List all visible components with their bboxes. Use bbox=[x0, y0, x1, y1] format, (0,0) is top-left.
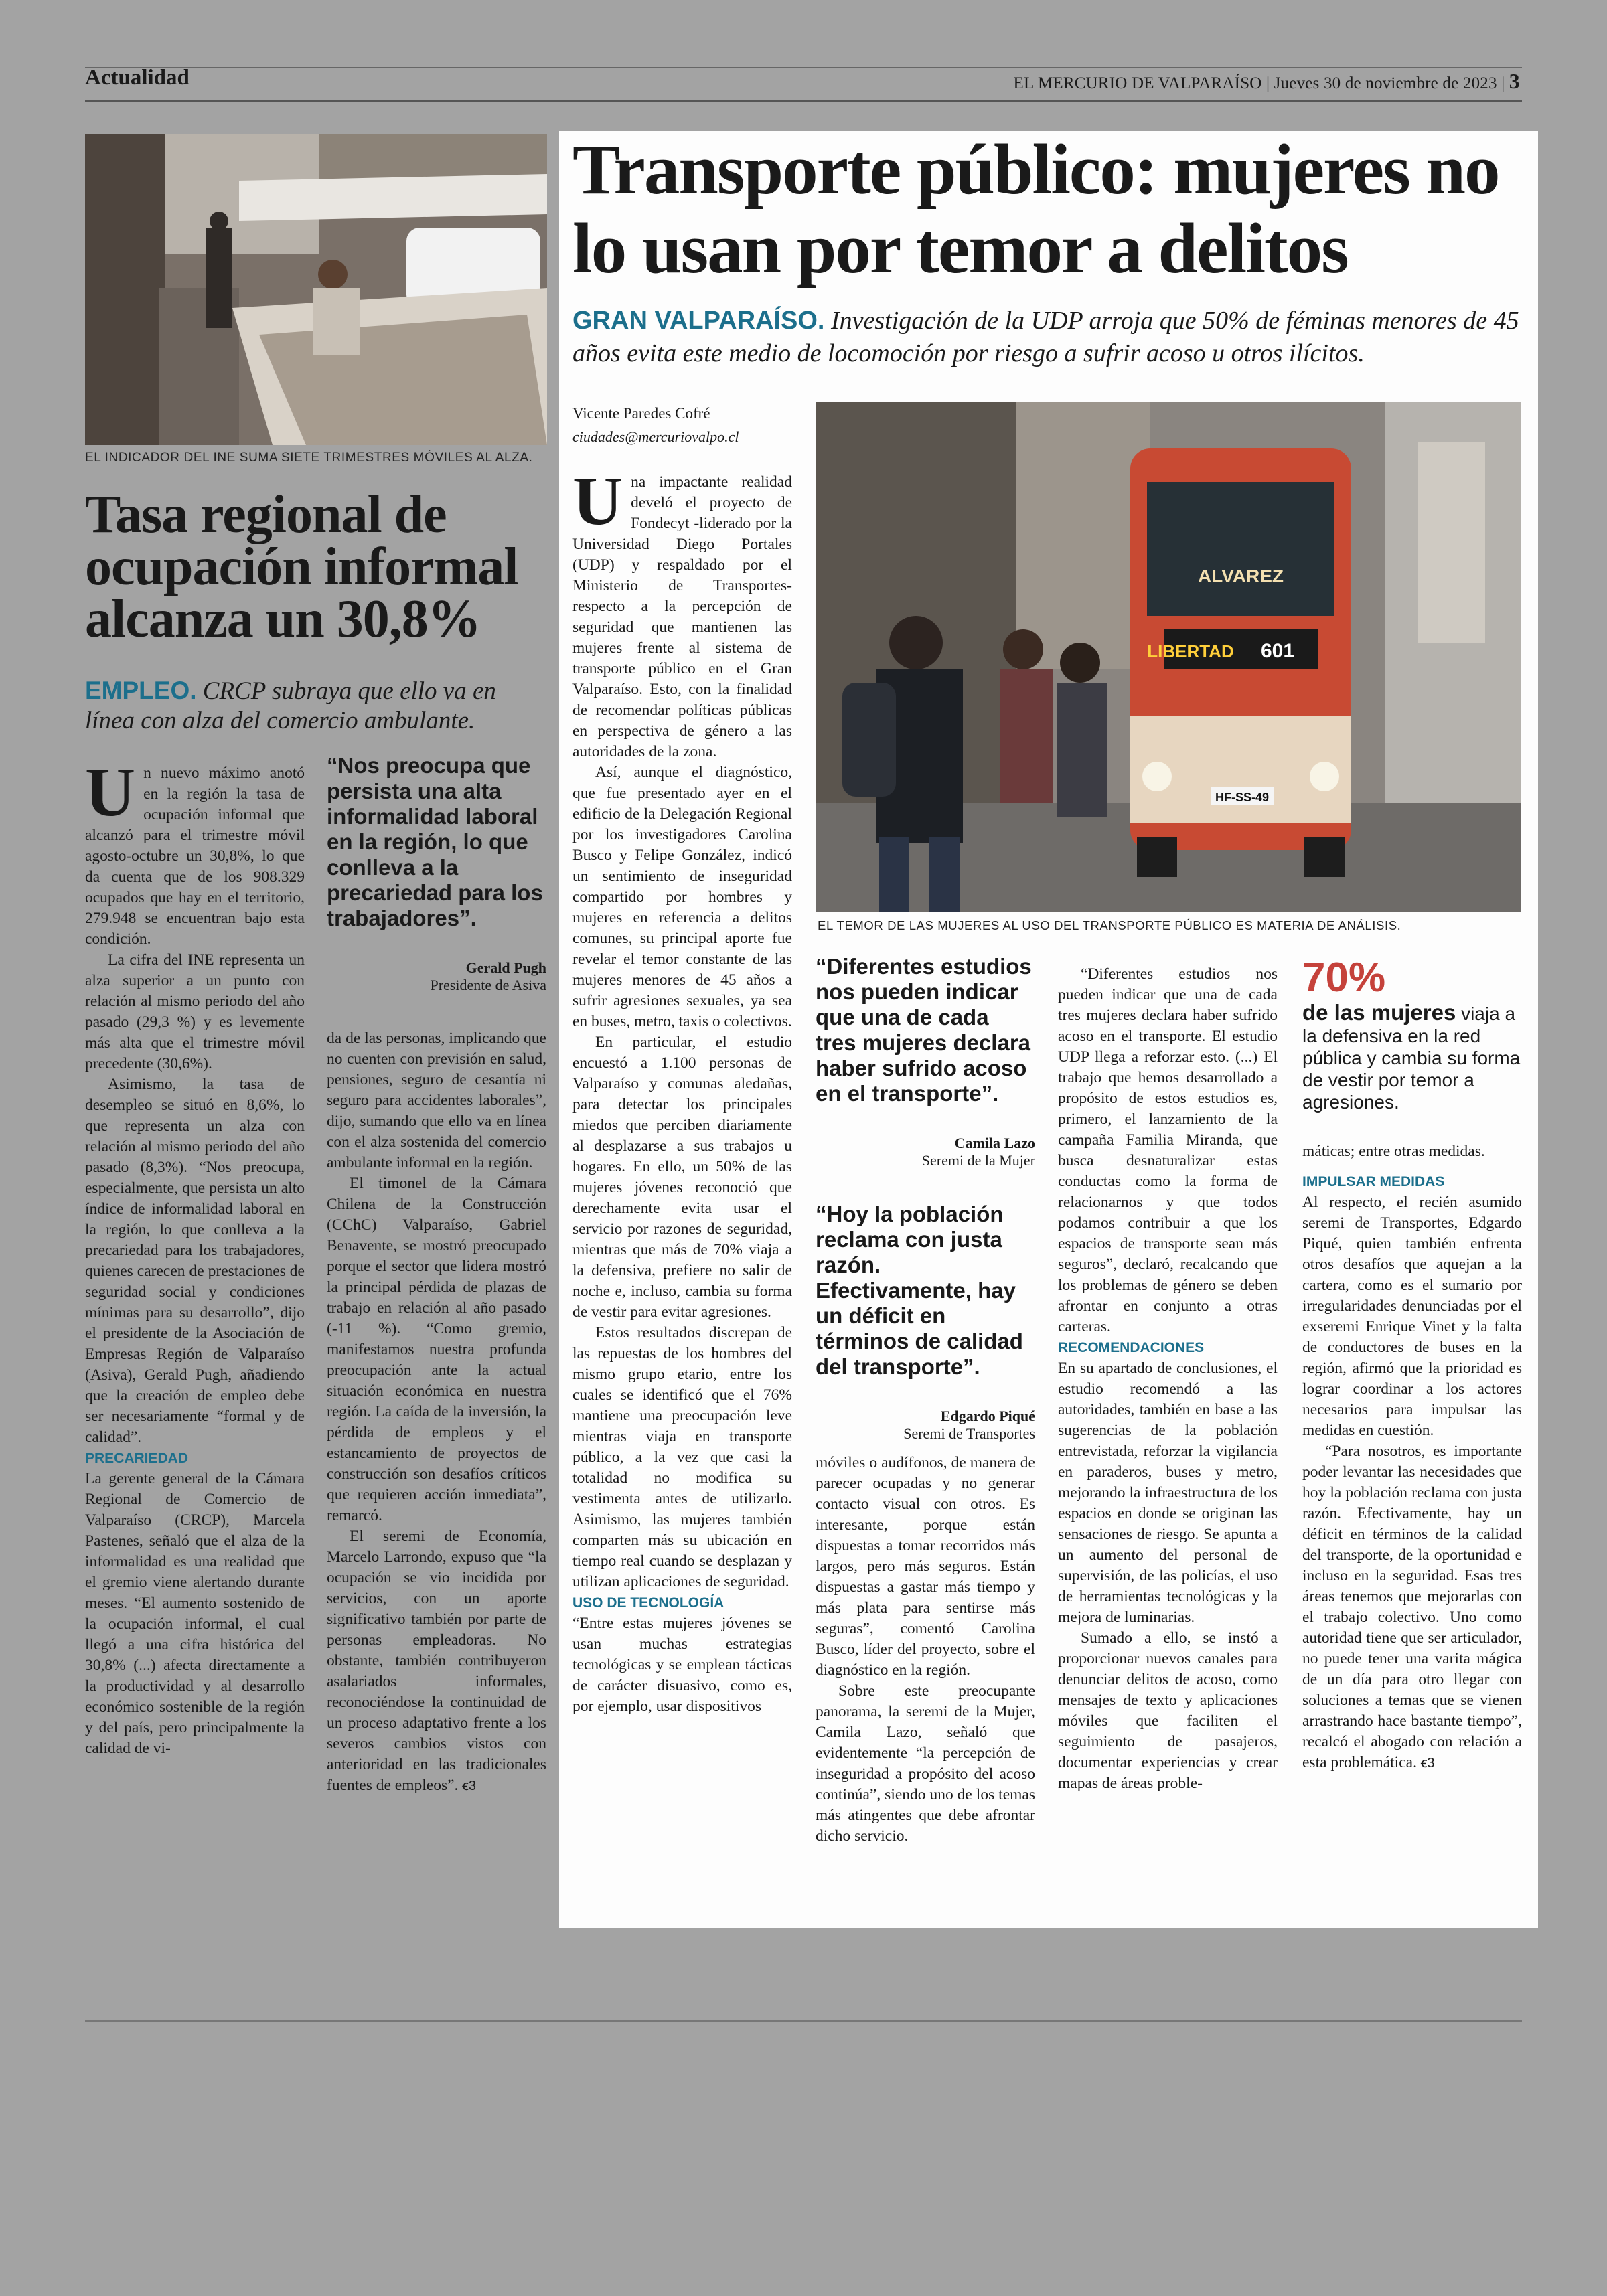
main-column-4 bbox=[1302, 1141, 1522, 1774]
main-col1-p4: Estos resultados discrepan de las repuestas de los hombres del mismo grupo etario, entre los cuales se identificó que el 76% mantiene una preocupación leve mientras viaja en transporte público, a la vez que casi la totalidad no modifica su vestimenta antes de utilizarlo. Asimismo, las mujeres también comparten más su ubicación en tiempo real cuando se desplazan y utilizan aplicaciones de seguridad. bbox=[572, 1324, 792, 1590]
main-deck bbox=[572, 305, 1523, 370]
main-col3-p1: “Diferentes estudios nos pueden indicar que una de cada tres mujeres declara haber sufrido acoso en el transporte. El estudio UDP llega a reforzar esto. (...) El trabajo que hemos desarrollado a propósito de estos estudios es, primero, el lanzamiento de la campaña Familia Miranda, que busca desnaturalizar estas conductas como la forma de relacionarnos y que todos podamos contribuir a que los espacios de transporte sean más seguros”, declaró, recalcando que los problemas de género se deben afrontar en conjunto a otras carteras. bbox=[1058, 965, 1278, 1335]
left-column-1 bbox=[85, 754, 305, 1759]
left-col1-p3: Asimismo, la tasa de desempleo se situó en 8,6%, lo que representa un alza con relación al mismo periodo del año pasado (8,3%). “Nos preocupa, especialmente, que persista un alto índice de informalidad laboral en la región, lo que conlleva a la precariedad para los trabajadores, quienes carecen de prestaciones de seguridad social y condiciones mínimas para su desarrollo”, dijo el presidente de la Asociación de Empresas Región de Valparaíso (Asiva), Gerald Pugh, añadiendo que la creación de empleo debe ser necesariamente “formal y de calidad”. bbox=[85, 1076, 305, 1446]
left-kicker: EMPLEO. bbox=[85, 677, 197, 704]
bus-line-sign: LIBERTAD bbox=[1147, 641, 1234, 661]
main-subhead-tech: USO DE TECNOLOGÍA bbox=[572, 1595, 724, 1611]
stat-bold: de las mujeres bbox=[1302, 1000, 1456, 1025]
issue-date: Jueves 30 de noviembre de 2023 bbox=[1274, 74, 1497, 92]
bus-photo bbox=[816, 402, 1521, 912]
left-col1-p1: Un nuevo máximo anotó en la región la tasa de ocupación informal que alcanzó para el trimestre móvil agosto-octubre un 30,8%, lo que da cuenta que de los 908.329 ocupados que hay en el territorio, 279.948 se encuentran bajo esta condición. bbox=[85, 754, 305, 948]
market-photo-illustration bbox=[85, 134, 547, 445]
main-quote1-text: “Diferentes estudios nos pueden indicar que una de cada tres mujeres declara haber sufrido acoso en el transporte”. bbox=[816, 954, 1032, 1106]
main-subhead-rec: RECOMENDACIONES bbox=[1058, 1340, 1205, 1356]
left-col2-p3: El seremi de Economía, Marcelo Larrondo, expuso que “la ocupación se vio incidida por servicios, con un aporte significativo también por parte de personas empleadoras. No obstante, también contribuyeron asalariados informales, reconociéndose la continuidad de un proceso adaptativo frente a los severos cambios vistos con anterioridad en las tradicionales fuentes de empleos”. ꞓ3 bbox=[327, 1528, 546, 1794]
left-deck-text: CRCP subraya que ello va en línea con alza del comercio ambulante. bbox=[85, 677, 496, 734]
main-quote1-role: Seremi de la Mujer bbox=[921, 1152, 1035, 1169]
left-col2-p2: El timonel de la Cámara Chilena de la Construcción (CChC) Valparaíso, Gabriel Benavente, se mostró preocupado porque el sector que lidera mostró la principal pérdida de plazas de trabajo en relación al año pasado (-11 %). “Como gremio, manifestamos nuestra profunda preocupación ante la actual situación económica en nuestra región. La caída de la inversión, la pérdida de empleos y el estancamiento de proyectos de construcción son desafíos críticos que requieren acción inmediata”, remarcó. bbox=[327, 1175, 546, 1524]
bus-license-plate: HF-SS-49 bbox=[1215, 791, 1270, 804]
main-col1-p3: En particular, el estudio encuestó a 1.100 personas de Valparaíso y comunas aledañas, para detectar los principales miedos que perciben diariamente al desplazarse a sus trabajos u hogares. En ello, un 50% de las mujeres jóvenes reconoció que derechamente evita usar el servicio por razones de seguridad, mientras que más de 70% viaja a la defensiva, prefiere no salir de noche e, incluso, cambia su forma de vestir para evitar agresiones. bbox=[572, 1034, 792, 1321]
left-deck bbox=[85, 676, 547, 736]
left-col1-p2: La cifra del INE representa un alza superior a un punto con relación al mismo periodo del año pasado (29,3 %) y es levemente más alta que el trimestre móvil precedente (30,6%). bbox=[85, 951, 305, 1072]
stat-description: de las mujeres viaja a la defensiva en la red pública y cambia su forma de vestir por temor a agresiones. bbox=[1302, 1000, 1521, 1113]
left-quote-role: Presidente de Asiva bbox=[430, 977, 546, 993]
left-photo-caption: EL INDICADOR DEL INE SUMA SIETE TRIMESTRES MÓVILES AL ALZA. bbox=[85, 450, 533, 465]
main-end-mark: ꞓ3 bbox=[1420, 1756, 1435, 1771]
main-photo-caption: EL TEMOR DE LAS MUJERES AL USO DEL TRANSPORTE PÚBLICO ES MATERIA DE ANÁLISIS. bbox=[818, 918, 1401, 932]
main-headline: Transporte público: mujeres no lo usan por temor a delitos bbox=[572, 131, 1499, 289]
main-quote1-name: Camila Lazo bbox=[954, 1135, 1035, 1151]
left-col2-p1: da de las personas, implicando que no cuenten con previsión en salud, pensiones, seguro de cesantía ni seguro para accidentes laborales”, dijo, sumando que ello va en línea con el alza sostenida del comercio ambulante informal en la región. bbox=[327, 1030, 546, 1171]
main-col1-p2: Así, aunque el diagnóstico, que fue presentado ayer en el edificio de la Delegación Regional por los investigadores Carolina Busco y Felipe González, indicó un sentimiento de inseguridad compartido por hombres y mujeres en referencia a delitos comunes, su principal aporte fue revelar el temor constante de las mujeres menores de 45 años a sufrir agresiones sexuales, ya sea en buses, metro, taxis o colectivos. bbox=[572, 764, 792, 1030]
left-quote-name: Gerald Pugh bbox=[465, 959, 546, 976]
header-rule bbox=[85, 67, 1522, 68]
bus-route-sign: ALVAREZ bbox=[1197, 566, 1284, 586]
footer-rule bbox=[85, 2020, 1522, 2022]
stat-box bbox=[1302, 954, 1522, 1113]
main-pull-quote-1 bbox=[816, 954, 1035, 1169]
left-pull-quote bbox=[327, 753, 546, 994]
main-deck-text: Investigación de la UDP arroja que 50% de féminas menores de 45 años evita este medio de locomoción por riesgo a sufrir acoso u otros ilícitos. bbox=[572, 307, 1519, 367]
left-subhead-precariedad: PRECARIEDAD bbox=[85, 1451, 189, 1466]
main-col3-p3: Sumado a ello, se instó a proporcionar nuevos canales para denunciar delitos de acoso, como mensajes de texto y aplicaciones móviles que faciliten el seguimiento de pasajeros, documentar experiencias y crear mapas de áreas proble- bbox=[1058, 1629, 1278, 1792]
main-quote2-text: “Hoy la población reclama con justa razón. Efectivamente, hay un déficit en términos de calidad del transporte”. bbox=[816, 1202, 1023, 1379]
bus-photo-illustration bbox=[816, 402, 1521, 912]
folio: EL MERCURIO DE VALPARAÍSO | Jueves 30 de noviembre de 2023 | 3 bbox=[1013, 69, 1520, 93]
left-dropcap: U bbox=[85, 754, 136, 831]
main-col4-p3: “Para nosotros, es importante poder levantar las necesidades que hoy la población reclama con justa razón. Efectivamente, hay un déficit en términos de la calidad del transporte, de la oportunidad e incluso en la seguridad. Esas tres áreas tenemos que mejorarlas con el trabajo colectivo. Uno como autoridad tiene que ser articulador, no puede tener una varita mágica de un día para otro llegar con soluciones a temas que se vienen arrastrando hace bastante tiempo”, recalcó el abogado con relación a esta problemática. ꞓ3 bbox=[1302, 1443, 1522, 1771]
page-number: 3 bbox=[1509, 69, 1520, 93]
main-col4-p1: máticas; entre otras medidas. bbox=[1302, 1143, 1485, 1160]
main-column-3 bbox=[1058, 964, 1278, 1794]
left-quote-text: “Nos preocupa que persista una alta informalidad laboral en la región, lo que conlleva a la precariedad para los trabajadores”. bbox=[327, 753, 543, 930]
main-subhead-imp: IMPULSAR MEDIDAS bbox=[1302, 1174, 1445, 1190]
main-column-2 bbox=[816, 1453, 1035, 1847]
main-col1-p5: “Entre estas mujeres jóvenes se usan muchas estrategias tecnológicas y se emplean tácticas de carácter disuasivo, como es, por ejemplo, usar dispositivos bbox=[572, 1615, 792, 1715]
main-dropcap: U bbox=[572, 463, 623, 540]
left-column-2 bbox=[327, 1028, 546, 1797]
main-column-1 bbox=[572, 463, 792, 1717]
main-pull-quote-2 bbox=[816, 1202, 1035, 1443]
main-col2-p2: Sobre este preocupante panorama, la seremi de la Mujer, Camila Lazo, señaló que evidentemente “la percepción de inseguridad a propósito del acoso continúa”, siendo uno de los temas más atingentes que debe afrontar dicho servicio. bbox=[816, 1682, 1035, 1845]
main-col1-p1: Una impactante realidad develó el proyecto de Fondecyt -liderado por la Universidad Diego Portales (UDP) y respaldado por el Ministerio de Transportes- respecto a la percepción de seguridad que mantienen las mujeres frente al sistema de transporte público en el Gran Valparaíso. Esto, con la finalidad de recomendar políticas públicas en perspectiva de género a las autoridades de la zona. bbox=[572, 463, 792, 760]
main-kicker: GRAN VALPARAÍSO. bbox=[572, 307, 825, 335]
header-rule-bottom bbox=[85, 100, 1522, 102]
bus-number-sign: 601 bbox=[1260, 640, 1295, 662]
stat-value: 70% bbox=[1302, 955, 1386, 1001]
main-quote2-role: Seremi de Transportes bbox=[903, 1425, 1035, 1442]
main-quote2-name: Edgardo Piqué bbox=[940, 1408, 1035, 1424]
main-col3-p2: En su apartado de conclusiones, el estudio recomendó a las autoridades, también en base a las sugerencias de la población entrevistada, reforzar la vigilancia en paraderos, buses y metro, mejorando la infraestructura de los espacios en donde se originan las sensaciones de riesgo. Se apunta a un aumento del personal de supervisión, de las policías, el uso de herramientas tecnológicas y la mejora de luminarias. bbox=[1058, 1360, 1278, 1626]
main-col2-p1: móviles o audífonos, de manera de parecer ocupadas y no generar contacto visual con otros. Es interesante, porque están dispuestas a tomar recorridos más largos, pero más seguros. Están dispuestas a gastar más tiempo y más plata para sentirse más seguras”, comentó Carolina Busco, líder del proyecto, sobre el diagnóstico en la región. bbox=[816, 1454, 1035, 1679]
left-col1-p4: La gerente general de la Cámara Regional de Comercio de Valparaíso (CRCP), Marcela Pastenes, señaló que el alza de la informalidad es una realidad que el gremio viene alertando durante meses. “El aumento sostenido de la ocupación informal, el cual llegó a una cifra histórica del 30,8% (...) afecta directamente a la productividad y al desarrollo económico sostenible de la región y del país, pero principalmente la calidad de vi- bbox=[85, 1470, 305, 1757]
main-col4-p2: Al respecto, el recién asumido seremi de Transportes, Edgardo Piqué, quien también enfrenta otros desafíos que aquejan a la cartera, como es el sumario por irregularidades denunciadas por el exseremi Enrique Vinet y la falta de conductores de buses en la región, afirmó que la prioridad es lograr coordinar a los actores necesarios para impulsar las medidas en cuestión. bbox=[1302, 1194, 1522, 1439]
market-photo bbox=[85, 134, 547, 445]
byline-email: ciudades@mercuriovalpo.cl bbox=[572, 428, 739, 445]
newspaper-name: EL MERCURIO DE VALPARAÍSO bbox=[1013, 74, 1262, 92]
byline-name: Vicente Paredes Cofré bbox=[572, 405, 710, 422]
left-end-mark: ꞓ3 bbox=[462, 1779, 477, 1793]
left-headline: Tasa regional de ocupación informal alcanza un 30,8% bbox=[85, 485, 518, 649]
section-name: Actualidad bbox=[85, 66, 189, 90]
